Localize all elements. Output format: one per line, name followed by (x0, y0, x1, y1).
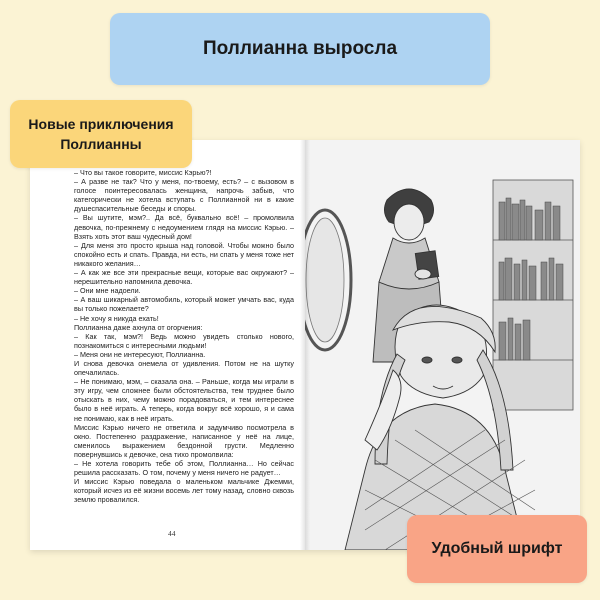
side-tag-line2: Поллианны (60, 136, 142, 152)
paragraph: И снова девочка онемела от удивления. Потом не на шутку опечалилась. (74, 358, 294, 378)
page-number: 44 (168, 529, 176, 538)
text-page (30, 140, 305, 550)
book-gutter (300, 140, 310, 550)
side-tag-line1: Новые приключения (28, 116, 174, 132)
book-spread (30, 140, 580, 550)
book-illustration (305, 140, 580, 550)
paragraph: – Не хочу я никуда ехать! (74, 313, 159, 323)
paragraph: – Меня они не интересуют, Поллианна. (74, 349, 206, 359)
side-tag (10, 100, 192, 168)
paragraph: Поллианна даже ахнула от огорчения: (74, 322, 203, 332)
paragraph: – Что вы такое говорите, миссис Кэрью?! (74, 168, 212, 177)
paragraph: – Они мне надоели. (74, 286, 141, 296)
side-tag-text (28, 114, 173, 154)
paragraph: – А как же все эти прекрасные вещи, которые вас окружают? – нерешительно напомнила девочка. (74, 268, 294, 287)
title-text: Поллианна выросла (202, 38, 398, 59)
paragraph: – Не понимаю, мэм, – сказала она. – Раньше, когда мы играли в эту игру, чем сложнее были обстоятельства, тем труднее было отыскать в них, чему можно порадоваться, и тем интереснее было в неё играть. А теперь, когда вокруг всё хорошо, я и сама не понимаю, как в неё играть. (74, 377, 294, 423)
font-tag-text: Удобный шрифт (431, 540, 563, 557)
font-tag (407, 515, 587, 583)
paragraph: – Вы шутите, мэм?.. Да всё, буквально всё! – промолвила девочка, по-прежнему с недоумением глядя на миссис Кэрью. – Взять хоть этот ваш чудесный дом! (74, 213, 294, 241)
story-text (74, 168, 294, 504)
title-banner (110, 13, 490, 85)
paragraph: Миссис Кэрью ничего не ответила и задумчиво посмотрела в окно. Постепенно раздражение, написанное у неё на лице, сменилось выражением бездонной грусти. Медленно повернувшись к девочке, она тихо промолвила: (74, 422, 294, 459)
paragraph: И миссис Кэрью поведала о маленьком мальчике Джемми, который исчез из её жизни восемь лет тому назад, словно сквозь землю провалился. (74, 477, 294, 505)
paragraph: – Как так, мэм?! Ведь можно увидеть столько нового, познакомиться с интересными людьми! (74, 331, 294, 350)
paragraph: – Не хотела говорить тебе об этом, Поллианна… Но сейчас решила рассказать. О том, почему у меня ничего не радует… (74, 459, 294, 478)
paragraph: – А разве не так? Что у меня, по-твоему, есть? – с вызовом в голосе поинтересовалась женщина, напрочь забыв, что категорически не хотела вступать с Поллианной ни в какие душеспасительные беседы и споры. (74, 177, 294, 214)
illustration-page (305, 140, 580, 550)
paragraph: – Для меня это просто крыша над головой. Чтобы можно было спокойно есть и спать. Правда, ни есть, ни спать у меня тоже нет никакого желания… (74, 240, 294, 268)
bookshelf (493, 180, 573, 410)
paragraph: – А ваш шикарный автомобиль, который может умчать вас, куда вы только пожелаете? (74, 295, 294, 314)
